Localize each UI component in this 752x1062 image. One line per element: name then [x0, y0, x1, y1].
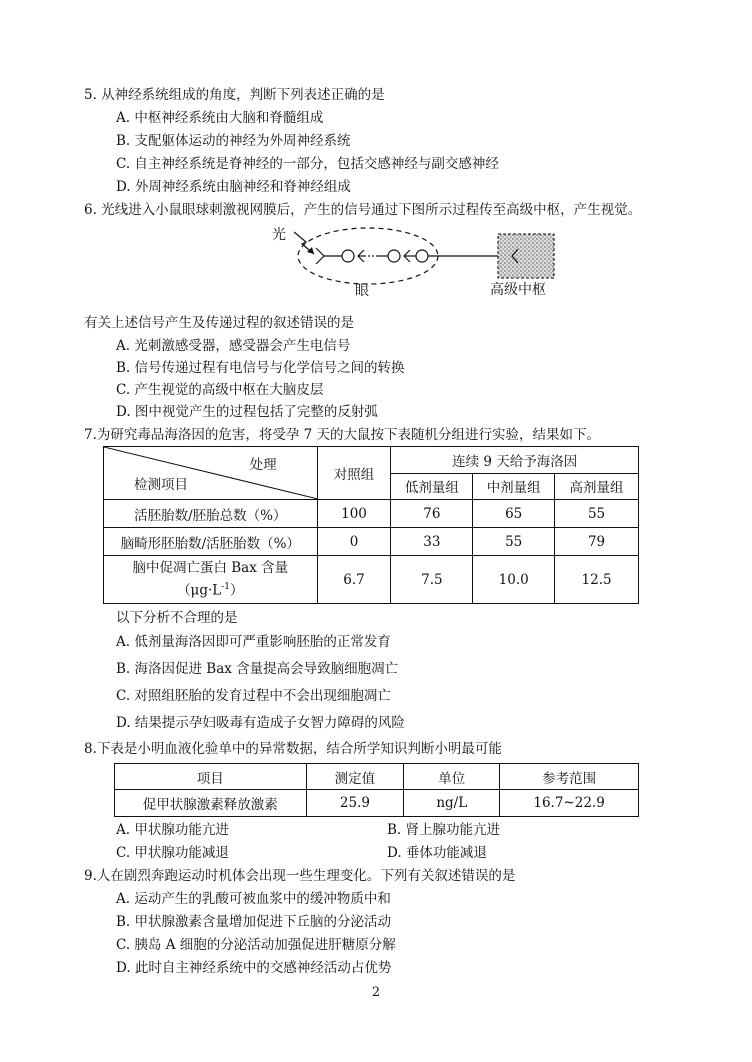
q8-header-value: 测定值 [306, 764, 404, 790]
table-row [104, 556, 639, 604]
q7-row2-control: 0 [317, 528, 391, 556]
q8-option-b: B. 肾上腺功能亢进 [387, 822, 501, 838]
q6-lead: 有关上述信号产生及传递过程的叙述错误的是 [84, 315, 354, 331]
q8-header-unit: 单位 [404, 764, 500, 790]
q7-row2-low: 33 [391, 528, 473, 556]
q7-corner-bottom: 检测项目 [134, 477, 188, 493]
q8-cell-value: 25.9 [306, 790, 404, 817]
q7-group-header: 连续 9 天给予海洛因 [391, 447, 639, 474]
table-row [115, 790, 639, 817]
q7-row1-control: 100 [317, 500, 391, 528]
q9-option-d: D. 此时自主神经系统中的交感神经活动占优势 [116, 960, 392, 976]
q7-corner-top: 处理 [249, 457, 277, 473]
q7-row3-unit-end: ） [230, 582, 244, 599]
q6-option-c: C. 产生视觉的高级中枢在大脑皮层 [116, 382, 324, 398]
q8-option-a: A. 甲状腺功能亢进 [116, 822, 229, 838]
q8-header-item: 项目 [115, 764, 307, 790]
q7-row3-high: 12.5 [555, 556, 639, 604]
table-row [104, 500, 639, 528]
q7-row1-low: 76 [391, 500, 473, 528]
q7-option-c: C. 对照组胚胎的发育过程中不会出现细胞凋亡 [116, 688, 391, 704]
q8-option-d: D. 垂体功能减退 [387, 845, 487, 861]
page-number: 2 [371, 985, 381, 1000]
neuron-2 [388, 250, 400, 262]
q7-row3-unit: （μg·L [177, 582, 222, 599]
q7-corner-cell [104, 447, 318, 500]
q8-cell-item: 促甲状腺激素释放激素 [115, 790, 307, 817]
q6-light-label: 光 [272, 227, 286, 243]
q8-option-c: C. 甲状腺功能减退 [116, 845, 229, 861]
q7-row1-high: 55 [555, 500, 639, 528]
higher-center-box [498, 234, 554, 278]
q8-table [114, 763, 639, 817]
q7-row2-mid: 55 [473, 528, 555, 556]
q8-stem: 8.下表是小明血液化验单中的异常数据，结合所学知识判断小明最可能 [84, 741, 502, 757]
q5-option-c: C. 自主神经系统是脊神经的一部分，包括交感神经与副交感神经 [116, 156, 499, 172]
neuron-3 [416, 250, 428, 262]
q6-eye-label: 眼 [355, 283, 369, 299]
q6-option-b: B. 信号传递过程有电信号与化学信号之间的转换 [116, 360, 405, 376]
q7-row3-unit-sup: -1 [221, 581, 231, 592]
q7-row3-control: 6.7 [317, 556, 391, 604]
q7-subheader-mid: 中剂量组 [473, 473, 555, 500]
q6-center-label: 高级中枢 [490, 282, 546, 298]
q7-row3-label [104, 556, 318, 604]
q9-stem: 9.人在剧烈奔跑运动时机体会出现一些生理变化。下列有关叙述错误的是 [84, 868, 516, 884]
neuron-1 [342, 250, 354, 262]
q7-stem: 7.为研究毒品海洛因的危害，将受孕 7 天的大鼠按下表随机分组进行实验，结果如下。 [84, 427, 601, 443]
q7-row1-mid: 65 [473, 500, 555, 528]
q7-option-d: D. 结果提示孕妇吸毒有造成子女智力障碍的风险 [116, 715, 405, 731]
q5-option-a: A. 中枢神经系统由大脑和脊髓组成 [116, 110, 324, 126]
q9-option-c: C. 胰岛 A 细胞的分泌活动加强促进肝糖原分解 [116, 937, 396, 953]
table-header-row [115, 764, 639, 790]
q5-option-b: B. 支配躯体运动的神经为外周神经系统 [116, 133, 351, 149]
q7-row3-low: 7.5 [391, 556, 473, 604]
q7-row3-label-line1: 脑中促凋亡蛋白 Bax 含量 [132, 559, 289, 576]
q7-row2-high: 79 [555, 528, 639, 556]
q7-row1-label: 活胚胎数/胚胎总数（%） [104, 500, 318, 528]
q7-option-a: A. 低剂量海洛因即可严重影响胚胎的正常发育 [116, 634, 391, 650]
q7-lead: 以下分析不合理的是 [116, 610, 238, 626]
q7-table [103, 446, 639, 604]
q7-row3-mid: 10.0 [473, 556, 555, 604]
q7-row2-label: 脑畸形胚胎数/活胚胎数（%） [104, 528, 318, 556]
q5-option-d: D. 外周神经系统由脑神经和脊神经组成 [116, 179, 351, 195]
q7-option-b: B. 海洛因促进 Bax 含量提高会导致脑细胞凋亡 [116, 661, 399, 677]
q8-cell-range: 16.7~22.9 [500, 790, 639, 817]
table-row [104, 528, 639, 556]
q9-option-a: A. 运动产生的乳酸可被血浆中的缓冲物质中和 [116, 891, 391, 907]
q5-stem: 5. 从神经系统组成的角度，判断下列表述正确的是 [84, 87, 385, 103]
q6-option-a: A. 光刺激感受器，感受器会产生电信号 [116, 338, 351, 354]
q8-cell-unit: ng/L [404, 790, 500, 817]
q8-header-range: 参考范围 [500, 764, 639, 790]
q6-option-d: D. 图中视觉产生的过程包括了完整的反射弧 [116, 404, 378, 420]
q6-stem: 6. 光线进入小鼠眼球刺激视网膜后，产生的信号通过下图所示过程传至高级中枢，产生视觉。 [84, 202, 642, 218]
q7-subheader-high: 高剂量组 [555, 473, 639, 500]
q7-row3-label-line2 [104, 578, 317, 601]
q7-control-header: 对照组 [317, 447, 391, 500]
q7-subheader-low: 低剂量组 [391, 473, 473, 500]
q9-option-b: B. 甲状腺激素含量增加促进下丘脑的分泌活动 [116, 914, 392, 930]
